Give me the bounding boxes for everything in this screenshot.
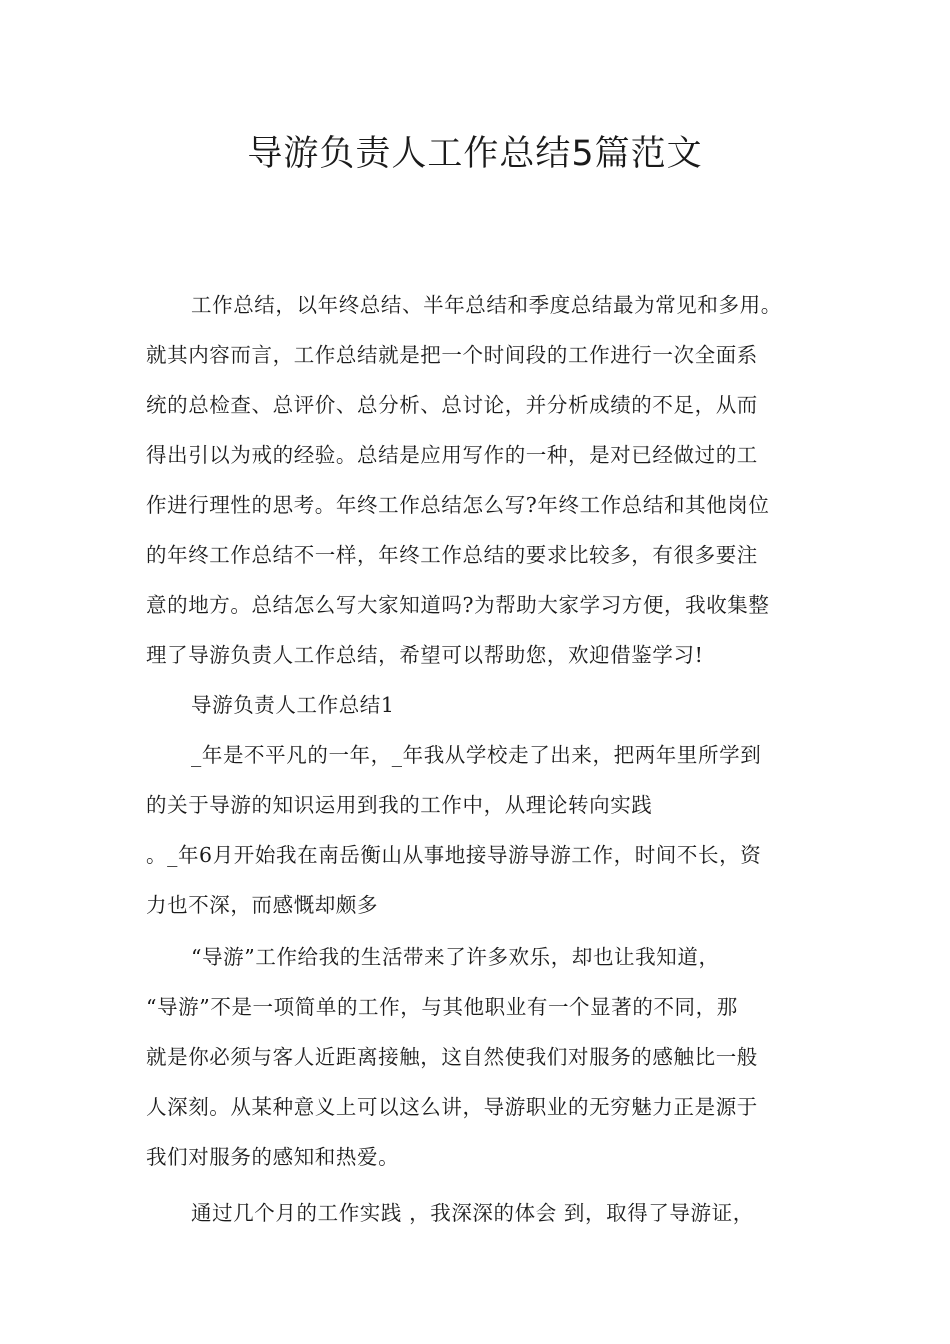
document-body (146, 280, 811, 1238)
document-title: 导游负责人工作总结5篇范文 (247, 134, 703, 174)
paragraph-line: 得出引以为戒的经验。总结是应用写作的一种，是对已经做过的工 (146, 443, 758, 467)
paragraph-line: “导游”不是一项简单的工作，与其他职业有一个显著的不同，那 (146, 995, 738, 1019)
paragraph-line: 就其内容而言，工作总结就是把一个时间段的工作进行一次全面系 (146, 343, 758, 367)
paragraph-line: 通过几个月的工作实践 ，我深深的体会 到，取得了导游证， (191, 1201, 754, 1225)
paragraph-line: “导游”工作给我的生活带来了许多欢乐，却也让我知道， (191, 945, 720, 969)
paragraph-line: 就是你必须与客人近距离接触，这自然使我们对服务的感触比一般 (146, 1045, 758, 1069)
paragraph-line: _年是不平凡的一年，_年我从学校走了出来，把两年里所学到 (191, 743, 762, 767)
paragraph-line: 意的地方。总结怎么写大家知道吗?为帮助大家学习方便，我收集整 (146, 593, 770, 617)
paragraph-line: 工作总结，以年终总结、半年总结和季度总结最为常见和多用。 (191, 293, 782, 317)
paragraph-line: 理了导游负责人工作总结，希望可以帮助您，欢迎借鉴学习! (146, 643, 704, 667)
paragraph-line: 作进行理性的思考。年终工作总结怎么写?年终工作总结和其他岗位 (146, 493, 770, 517)
paragraph-line: 的关于导游的知识运用到我的工作中，从理论转向实践 (146, 793, 653, 817)
section-heading: 导游负责人工作总结1 (191, 693, 395, 717)
paragraph-line: 我们对服务的感知和热爱。 (146, 1145, 400, 1169)
paragraph-line: 。_年6月开始我在南岳衡山从事地接导游导游工作，时间不长，资 (146, 843, 762, 867)
paragraph-line: 力也不深，而感慨却颇多 (146, 893, 379, 917)
paragraph-line: 统的总检查、总评价、总分析、总讨论，并分析成绩的不足，从而 (146, 393, 758, 417)
paragraph-line: 的年终工作总结不一样，年终工作总结的要求比较多，有很多要注 (146, 543, 758, 567)
paragraph-line: 人深刻。从某种意义上可以这么讲，导游职业的无穷魅力正是源于 (146, 1095, 758, 1119)
